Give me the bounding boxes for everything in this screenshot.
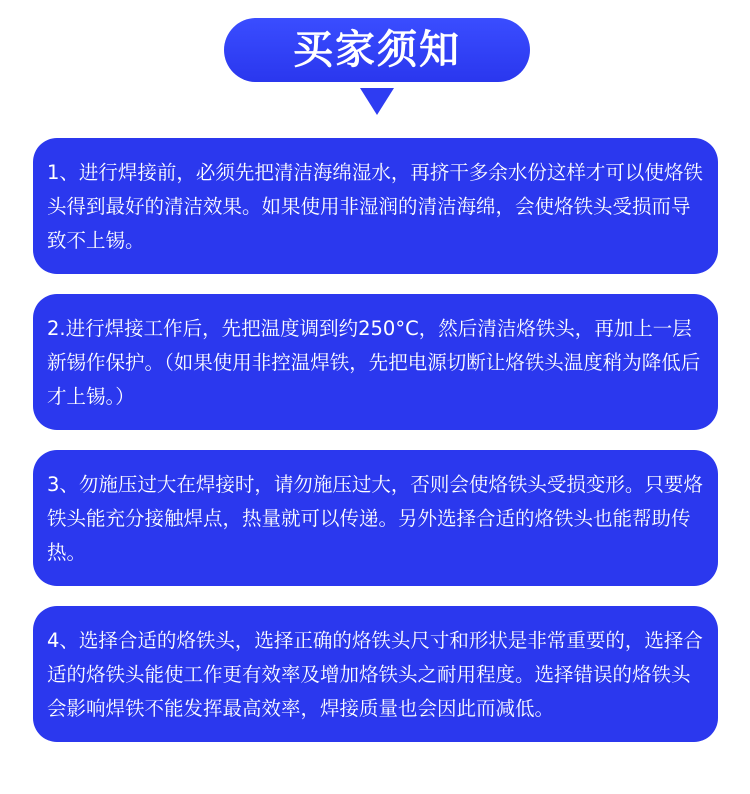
- note-card-3: [33, 450, 718, 586]
- note-text-4: 4、选择合适的烙铁头，选择正确的烙铁头尺寸和形状是非常重要的，选择合适的烙铁头能使工作更有效率及增加烙铁头之耐用程度。选择错误的烙铁头会影响焊铁不能发挥最高效率，焊接质量也会因此而减低。: [47, 629, 703, 720]
- note-card-1: [33, 138, 718, 274]
- note-card-4: [33, 606, 718, 742]
- note-text-2: 2.进行焊接工作后，先把温度调到约250°C，然后清洁烙铁头，再加上一层新锡作保护。（如果使用非控温焊铁，先把电源切断让烙铁头温度稍为降低后才上锡。）: [47, 317, 701, 408]
- title-arrow-decoration: [360, 88, 394, 115]
- title-banner: [224, 18, 530, 82]
- page-title: 买家须知: [293, 27, 461, 73]
- note-text-3: 3、勿施压过大在焊接时，请勿施压过大，否则会使烙铁头受损变形。只要烙铁头能充分接触焊点，热量就可以传递。另外选择合适的烙铁头也能帮助传热。: [47, 473, 703, 564]
- note-text-1: 1、进行焊接前，必须先把清洁海绵湿水，再挤干多余水份这样才可以使烙铁头得到最好的清洁效果。如果使用非湿润的清洁海绵，会使烙铁头受损而导致不上锡。: [47, 161, 703, 252]
- note-card-2: [33, 294, 718, 430]
